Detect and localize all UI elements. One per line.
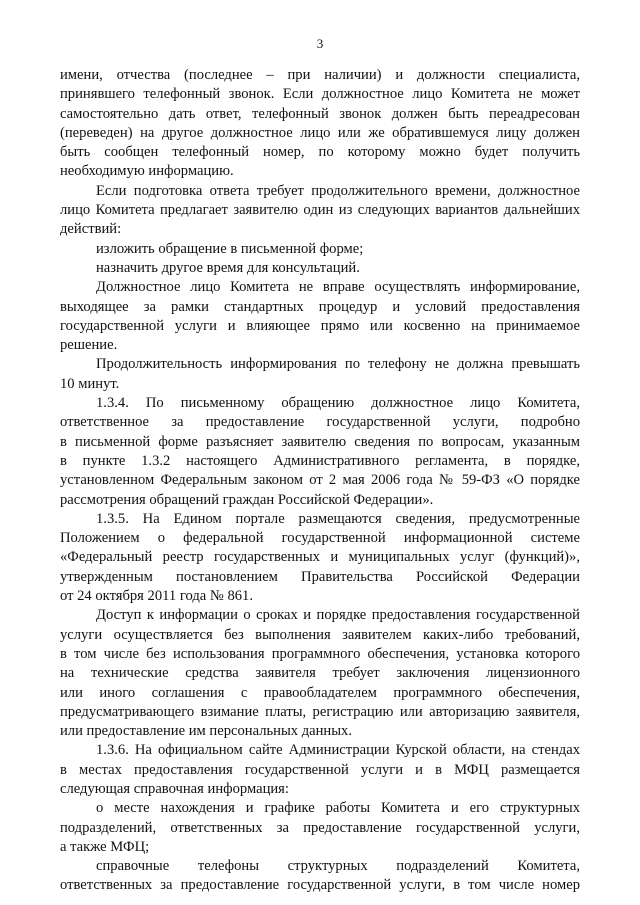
text-line: в местах предоставления государственной услуги и в МФЦ размещается (60, 761, 580, 778)
text-line: от 24 октября 2011 года № 861. (60, 588, 254, 605)
text-line: 1.3.6. На официальном сайте Администрации Курской области, на стендах (96, 742, 580, 759)
text-line: быть сообщен телефонный номер, по которому можно будет получить (60, 144, 580, 161)
text-line: подразделений, ответственных за предоставление государственной услуги, (60, 819, 580, 836)
text-line: принявшего телефонный звонок. Если должностное лицо Комитета не может (60, 86, 580, 103)
text-line: а также МФЦ; (60, 838, 150, 855)
text-line: установленном Федеральным законом от 2 мая 2006 года № 59-ФЗ «О порядке (60, 472, 580, 489)
text-line: или иного соглашения с правообладателем программного обеспечения, (60, 684, 580, 701)
text-line: в том числе без использования программного обеспечения, установка которого (60, 645, 580, 662)
text-line: лицо Комитета предлагает заявителю один из следующих вариантов дальнейших (60, 202, 580, 219)
text-line: «Федеральный реестр государственных и муниципальных услуг (функций)», (60, 549, 580, 566)
text-line: предусматривающего взимание платы, регистрацию или авторизацию заявителя, (60, 703, 580, 720)
text-line: выходящее за рамки стандартных процедур и условий предоставления (60, 298, 580, 315)
text-line: справочные телефоны структурных подразделений Комитета, (96, 858, 580, 875)
text-line: 1.3.5. На Едином портале размещаются сведения, предусмотренные (96, 510, 580, 527)
text-line: Должностное лицо Комитета не вправе осуществлять информирование, (96, 279, 580, 296)
text-line: Положением о федеральной государственной информационной системе (60, 530, 580, 547)
text-line: действий: (60, 221, 122, 238)
text-line: изложить обращение в письменной форме; (96, 240, 364, 257)
text-line: следующая справочная информация: (60, 780, 289, 797)
text-line: ответственных за предоставление государственной услуги, в том числе номер (60, 877, 580, 894)
text-line: Если подготовка ответа требует продолжительного времени, должностное (96, 182, 580, 199)
text-line: о месте нахождения и графике работы Комитета и его структурных (96, 800, 580, 817)
text-line: 10 минут. (60, 375, 120, 392)
text-line: 1.3.4. По письменному обращению должностное лицо Комитета, (96, 395, 580, 412)
text-line: услуги осуществляется без выполнения заявителем каких-либо требований, (60, 626, 580, 643)
text-line: государственной услуги и влияющее прямо или косвенно на принимаемое (60, 317, 580, 334)
text-line: в пункте 1.3.2 настоящего Административного регламента, в порядке, (60, 452, 580, 469)
text-line: или предоставление им персональных данных. (60, 723, 352, 740)
text-line: утвержденным постановлением Правительства Российской Федерации (60, 568, 580, 585)
text-line: самостоятельно дать ответ, телефонный звонок должен быть переадресован (60, 105, 580, 122)
text-line: Доступ к информации о сроках и порядке предоставления государственной (96, 607, 580, 624)
text-line: (переведен) на другое должностное лицо или же обратившемуся лицу должен (60, 124, 580, 141)
text-line: Продолжительность информирования по телефону не должна превышать (96, 356, 580, 373)
text-line: ответственное за предоставление государственной услуги, подробно (60, 414, 580, 431)
page-number: 3 (316, 36, 324, 51)
text-line: в письменной форме разъясняет заявителю сведения по вопросам, указанным (60, 433, 580, 450)
text-line: назначить другое время для консультаций. (96, 259, 360, 276)
text-line: решение. (60, 337, 118, 354)
text-line: необходимую информацию. (60, 163, 234, 180)
text-line: рассмотрения обращений граждан Российской Федерации». (60, 491, 434, 508)
text-line: на технические средства заявителя требует заключения лицензионного (60, 665, 580, 682)
document-body (60, 66, 580, 896)
text-line: имени, отчества (последнее – при наличии) и должности специалиста, (60, 67, 580, 83)
